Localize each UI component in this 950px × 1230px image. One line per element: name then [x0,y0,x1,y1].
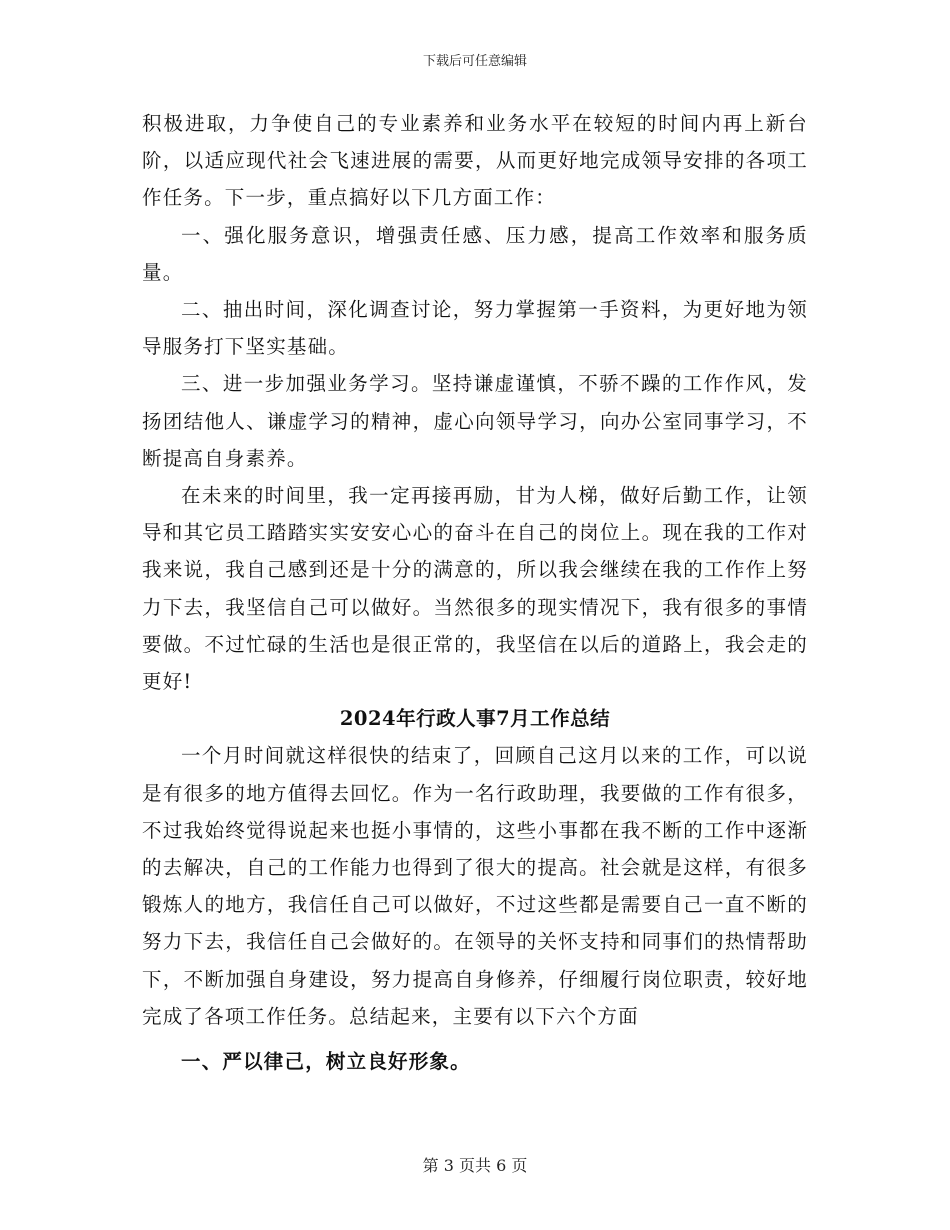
section-subheading: 一、严以律己，树立良好形象。 [181,1050,471,1074]
page-footer: 第 3 页共 6 页 [422,1156,528,1175]
paragraph-item-two: 二、抽出时间，深化调查讨论，努力掌握第一手资料，为更好地为领导服务打下坚实基础。 [142,298,808,359]
document-body [142,105,808,1080]
section-title: 2024年行政人事7月工作总结 [339,707,611,731]
paragraph-closing: 在未来的时间里，我一定再接再励，甘为人梯，做好后勤工作，让领导和其它员工踏踏实实安安心心的奋斗在自己的岗位上。现在我的工作对我来说，我自己感到还是十分的满意的，所以我会继续在我的工作作上努力下去，我坚信自己可以做好。当然很多的现实情况下，我有很多的事情要做。不过忙碌的生活也是很正常的，我坚信在以后的道路上，我会走的更好! [142,484,808,694]
page-header: 下载后可任意编辑 [422,54,527,69]
paragraph-item-one: 一、强化服务意识，增强责任感、压力感，提高工作效率和服务质量。 [142,223,808,284]
paragraph-section-intro: 一个月时间就这样很快的结束了，回顾自己这月以来的工作，可以说是有很多的地方值得去回忆。作为一名行政助理，我要做的工作有很多，不过我始终觉得说起来也挺小事情的，这些小事都在我不断的工作中逐渐的去解决，自己的工作能力也得到了很大的提高。社会就是这样，有很多锻炼人的地方，我信任自己可以做好，不过这些都是需要自己一直不断的努力下去，我信任自己会做好的。在领导的关怀支持和同事们的热情帮助下，不断加强自身建设，努力提高自身修养，仔细履行岗位职责，较好地完成了各项工作任务。总结起来，主要有以下六个方面 [142,744,808,1028]
paragraph-item-three: 三、进一步加强业务学习。坚持谦虚谨慎，不骄不躁的工作作风，发扬团结他人、谦虚学习的精神，虚心向领导学习，向办公室同事学习，不断提高自身素养。 [142,372,808,470]
paragraph-continuation: 积极进取，力争使自己的专业素养和业务水平在较短的时间内再上新台阶，以适应现代社会飞速进展的需要，从而更好地完成领导安排的各项工作任务。下一步，重点搞好以下几方面工作： [142,112,808,210]
